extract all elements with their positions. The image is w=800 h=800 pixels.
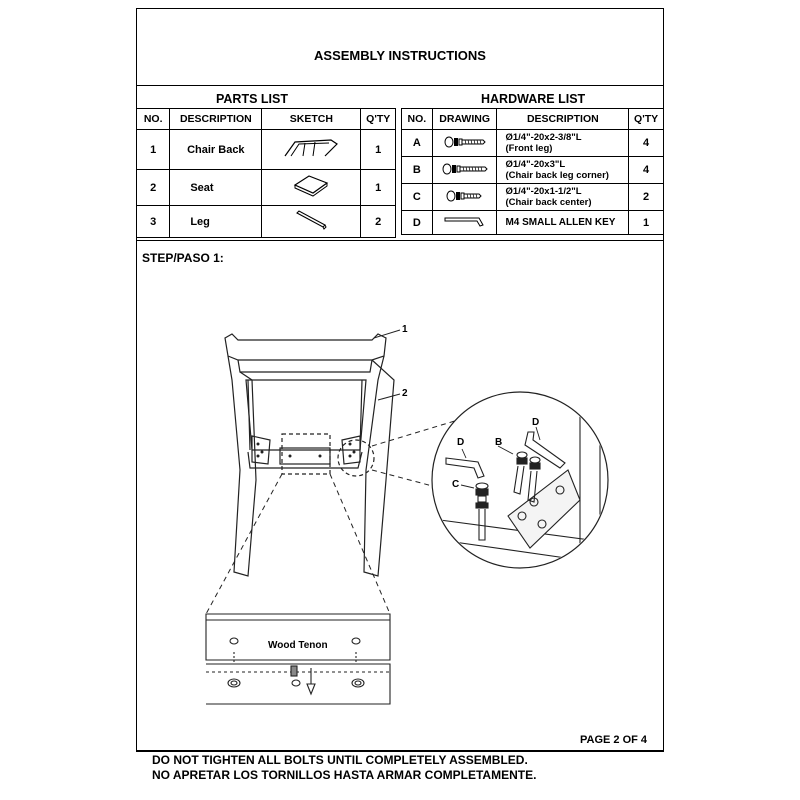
hardware-qty: 4 [629,157,664,184]
part-number: 1 [137,130,170,170]
warning-english: DO NOT TIGHTEN ALL BOLTS UNTIL COMPLETELY ASSEMBLED. [152,753,528,767]
hardware-list-header [402,109,664,130]
parts-list-header [137,109,396,130]
part-qty: 2 [361,206,396,238]
allen-key-icon [432,211,497,235]
hardware-spec: Ø1/4"-20x1-1/2"L [505,186,582,197]
column-header: Q'TY [629,109,664,130]
callout-part-1: 1 [402,324,408,335]
hardware-id: C [402,184,433,211]
bolt-washer-icon [432,130,497,157]
callout-bolt-c: C [452,479,460,490]
footer-divider [136,750,664,751]
title-box [136,8,664,86]
hardware-qty: 1 [629,211,664,235]
hardware-qty: 2 [629,184,664,211]
part-qty: 1 [361,170,396,206]
step-1-diagram [136,240,664,730]
table-row [402,130,664,157]
table-row [137,206,396,238]
part-qty: 1 [361,130,396,170]
hardware-use: (Chair back leg corner) [505,170,609,181]
callout-allen-key-d: D [457,437,465,448]
hardware-id: B [402,157,433,184]
hardware-spec: M4 SMALL ALLEN KEY [505,217,616,228]
hardware-description [497,184,629,211]
warning-spanish: NO APRETAR LOS TORNILLOS HASTA ARMAR COMPLETAMENTE. [152,768,537,782]
part-description: Leg [170,206,262,238]
hardware-qty: 4 [629,130,664,157]
part-description: Seat [170,170,262,206]
parts-list-table [136,108,396,238]
hardware-spec: Ø1/4"-20x2-3/8"L [505,132,582,143]
column-header: DESCRIPTION [497,109,629,130]
bolt-washer-icon [432,157,497,184]
table-row [402,184,664,211]
hardware-list-title: HARDWARE LIST [481,92,586,106]
table-row [137,130,396,170]
column-header: NO. [402,109,433,130]
hardware-description [497,130,629,157]
hardware-use: (Chair back center) [505,197,592,208]
hardware-list-table [401,108,664,235]
chair-back-sketch-icon [262,130,361,170]
column-header: NO. [137,109,170,130]
step-label: STEP/PASO 1: [142,251,224,265]
parts-list-title: PARTS LIST [216,92,288,106]
page-number: PAGE 2 OF 4 [580,734,648,746]
part-number: 2 [137,170,170,206]
column-header: SKETCH [262,109,361,130]
bolt-washer-icon [432,184,497,211]
table-row [137,170,396,206]
callout-part-2: 2 [402,388,408,399]
table-row [402,157,664,184]
column-header: DRAWING [432,109,497,130]
column-header: Q'TY [361,109,396,130]
seat-sketch-icon [262,170,361,206]
part-number: 3 [137,206,170,238]
callout-allen-key-d: D [532,417,540,428]
hardware-id: A [402,130,433,157]
page-title: ASSEMBLY INSTRUCTIONS [314,48,486,63]
hardware-description [497,211,629,235]
hardware-spec: Ø1/4"-20x3"L [505,159,566,170]
column-header: DESCRIPTION [170,109,262,130]
part-description: Chair Back [170,130,262,170]
leg-sketch-icon [262,206,361,238]
wood-tenon-label: Wood Tenon [268,640,328,651]
hardware-id: D [402,211,433,235]
table-row [402,211,664,235]
hardware-description [497,157,629,184]
hardware-use: (Front leg) [505,143,553,154]
callout-bolt-b: B [495,437,503,448]
